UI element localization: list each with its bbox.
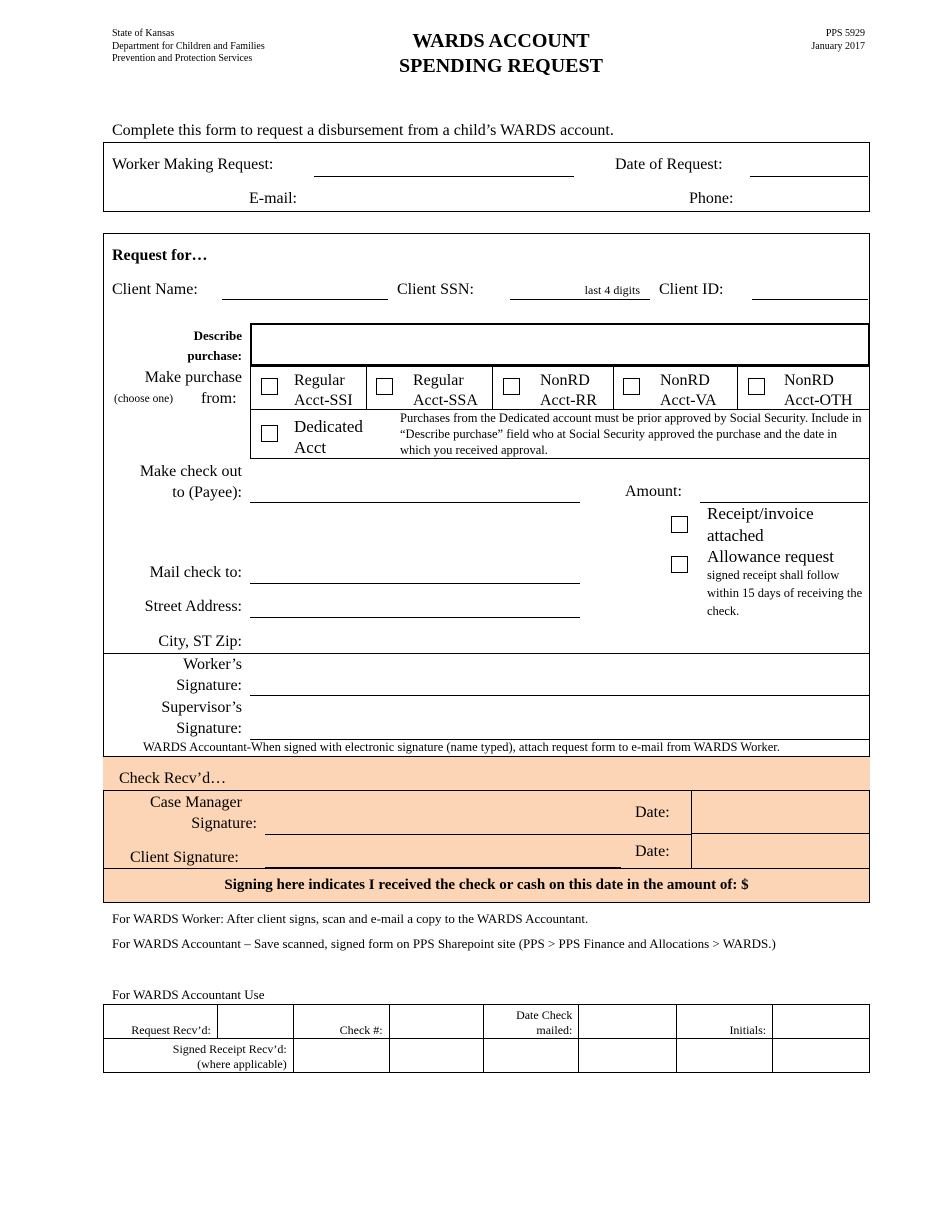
form-title-line-1: WARDS ACCOUNT (412, 30, 590, 52)
case-manager-line-2: Signature: (191, 815, 257, 832)
account-oth-line-2: Acct-OTH (784, 392, 853, 409)
ssn-hint: last 4 digits (584, 283, 640, 297)
check-number-text: Check #: (339, 1023, 383, 1037)
allowance-request-label: Allowance request (707, 547, 834, 566)
account-divider-3 (613, 366, 614, 409)
form-title (340, 29, 662, 79)
accountant-note: WARDS Accountant-When signed with electronic signature (name typed), attach request form to e-mail from WARDS Worker. (143, 740, 780, 754)
describe-purchase-input[interactable] (250, 323, 870, 366)
agency-line-state: State of Kansas (112, 28, 175, 39)
signed-receipt-field-5[interactable] (677, 1039, 773, 1073)
check-received-heading: Check Recv’d… (119, 770, 227, 787)
case-manager-date-field[interactable] (692, 791, 869, 833)
street-address-field[interactable] (250, 617, 580, 618)
check-statement: Signing here indicates I received the check or cash on this date in the amount of: $ (224, 877, 749, 893)
payee-label-line-1: Make check out (139, 463, 242, 480)
accountant-use-table (103, 1004, 870, 1073)
check-number-field[interactable] (389, 1005, 484, 1039)
client-name-field[interactable] (222, 299, 388, 300)
worker-field[interactable] (314, 176, 574, 177)
worker-signature-field[interactable] (250, 695, 870, 696)
agency-block (112, 28, 332, 66)
worker-instruction: For WARDS Worker: After client signs, scan and e-mail a copy to the WARDS Accountant. (112, 911, 589, 926)
worker-sig-line-1: Worker’s (183, 656, 242, 673)
case-manager-signature-field[interactable] (265, 834, 691, 835)
requester-section (103, 142, 870, 212)
signed-receipt-field-4[interactable] (579, 1039, 677, 1073)
mail-check-label: Mail check to: (149, 564, 242, 581)
account-divider-2 (492, 366, 493, 409)
account-rr-label (540, 371, 597, 411)
city-state-zip-label: City, ST Zip: (158, 633, 242, 650)
initials-field[interactable] (773, 1005, 870, 1039)
account-divider-4 (737, 366, 738, 409)
supervisor-signature-label (112, 697, 242, 739)
request-date-label: Date of Request: (615, 156, 723, 173)
date-check-line-2: mailed: (536, 1023, 573, 1037)
account-rr-checkbox[interactable] (503, 378, 520, 395)
date-check-mailed-label (484, 1005, 579, 1039)
account-va-line-2: Acct-VA (660, 392, 717, 409)
account-ssi-line-1: Regular (294, 372, 345, 389)
signed-receipt-field-2[interactable] (389, 1039, 484, 1073)
payee-field[interactable] (250, 502, 580, 503)
account-ssi-label (294, 371, 353, 411)
worker-sig-line-2: Signature: (176, 677, 242, 694)
initials-text: Initials: (729, 1023, 767, 1037)
signed-receipt-field-1[interactable] (293, 1039, 389, 1073)
case-manager-signature-label (112, 792, 257, 834)
account-ssa-line-1: Regular (413, 372, 464, 389)
intro-text: Complete this form to request a disbursement from a child’s WARDS account. (112, 122, 614, 139)
account-oth-label (784, 371, 852, 411)
allowance-request-checkbox[interactable] (671, 556, 688, 573)
account-va-line-1: NonRD (660, 372, 710, 389)
allowance-note: signed receipt shall follow within 15 days of receiving the check. (707, 568, 863, 618)
account-oth-line-1: NonRD (784, 372, 834, 389)
case-manager-line-1: Case Manager (150, 794, 242, 811)
request-heading: Request for… (112, 247, 208, 264)
account-ssi-line-2: Acct-SSI (294, 392, 353, 409)
make-purchase-label-2: from: (201, 390, 237, 407)
client-signature-field[interactable] (265, 867, 621, 868)
form-date: January 2017 (811, 40, 865, 52)
form-id-block (740, 28, 865, 53)
accountant-instruction: For WARDS Accountant – Save scanned, signed form on PPS Sharepoint site (PPS > PPS Finance and Allocations > WARDS.) (112, 936, 776, 951)
request-date-field[interactable] (750, 176, 868, 177)
receipt-attached-label (707, 503, 814, 547)
describe-label (112, 326, 242, 366)
check-statement-divider (103, 868, 870, 869)
form-number: PPS 5929 (825, 28, 865, 39)
client-ssn-label: Client SSN: (397, 281, 474, 298)
amount-label: Amount: (625, 483, 682, 500)
client-date-label: Date: (635, 843, 670, 860)
client-date-field[interactable] (692, 834, 869, 868)
initials-label (677, 1005, 773, 1039)
make-purchase-label-1: Make purchase (144, 369, 242, 386)
street-address-label: Street Address: (144, 598, 242, 615)
account-rr-line-2: Acct-RR (540, 392, 597, 409)
signed-receipt-field-3[interactable] (484, 1039, 579, 1073)
client-signature-label: Client Signature: (130, 849, 239, 866)
account-ssi-checkbox[interactable] (261, 378, 278, 395)
account-dedicated-line-2: Acct (294, 438, 327, 457)
worker-label: Worker Making Request: (112, 156, 274, 173)
supervisor-sig-line-1: Supervisor’s (161, 699, 242, 716)
account-oth-checkbox[interactable] (748, 378, 765, 395)
supervisor-sig-line-2: Signature: (176, 720, 242, 737)
phone-label: Phone: (689, 190, 734, 207)
receipt-label-line-2: attached (707, 526, 764, 545)
client-name-label: Client Name: (112, 281, 198, 298)
account-rr-line-1: NonRD (540, 372, 590, 389)
receipt-attached-checkbox[interactable] (671, 516, 688, 533)
worker-signature-label (112, 654, 242, 696)
check-number-label (293, 1005, 389, 1039)
account-ssa-label (413, 371, 478, 411)
agency-line-department: Department for Children and Families (112, 40, 265, 52)
date-check-line-1: Date Check (516, 1008, 573, 1022)
account-dedicated-label (294, 416, 363, 458)
client-id-label: Client ID: (659, 281, 724, 298)
account-ssa-line-2: Acct-SSA (413, 392, 478, 409)
accountant-use-heading: For WARDS Accountant Use (112, 987, 265, 1002)
signed-receipt-line-1: Signed Receipt Recv’d: (172, 1042, 287, 1056)
signed-receipt-line-2: (where applicable) (197, 1057, 287, 1071)
payee-label-line-2: to (Payee): (172, 484, 242, 501)
choose-one-label: (choose one) (114, 393, 174, 405)
signed-receipt-field-6[interactable] (773, 1039, 870, 1073)
agency-line-division: Prevention and Protection Services (112, 53, 253, 64)
dedicated-note: Purchases from the Dedicated account must be prior approved by Social Security. Include in “Describe purchase” field who at Social Security approved the purchase and the date in which you received approval. (400, 411, 862, 457)
receipt-label-line-1: Receipt/invoice (707, 504, 814, 523)
request-recvd-field[interactable] (217, 1005, 293, 1039)
signed-receipt-label (104, 1039, 294, 1073)
account-va-label (660, 371, 717, 411)
account-va-checkbox[interactable] (623, 378, 640, 395)
describe-label-line-2: purchase: (187, 348, 242, 363)
client-ssn-field[interactable] (510, 299, 650, 300)
form-title-line-2: SPENDING REQUEST (399, 55, 603, 77)
client-id-field[interactable] (752, 299, 868, 300)
describe-label-line-1: Describe (193, 328, 242, 343)
account-divider-1 (366, 366, 367, 409)
payee-label (112, 461, 242, 503)
account-dedicated-checkbox[interactable] (261, 425, 278, 442)
request-recvd-label (104, 1005, 218, 1039)
mail-check-field[interactable] (250, 583, 580, 584)
request-recvd-text: Request Recv’d: (131, 1023, 211, 1037)
account-dedicated-line-1: Dedicated (294, 417, 363, 436)
date-check-mailed-field[interactable] (579, 1005, 677, 1039)
account-ssa-checkbox[interactable] (376, 378, 393, 395)
email-label: E-mail: (249, 190, 297, 207)
case-manager-date-label: Date: (635, 804, 670, 821)
